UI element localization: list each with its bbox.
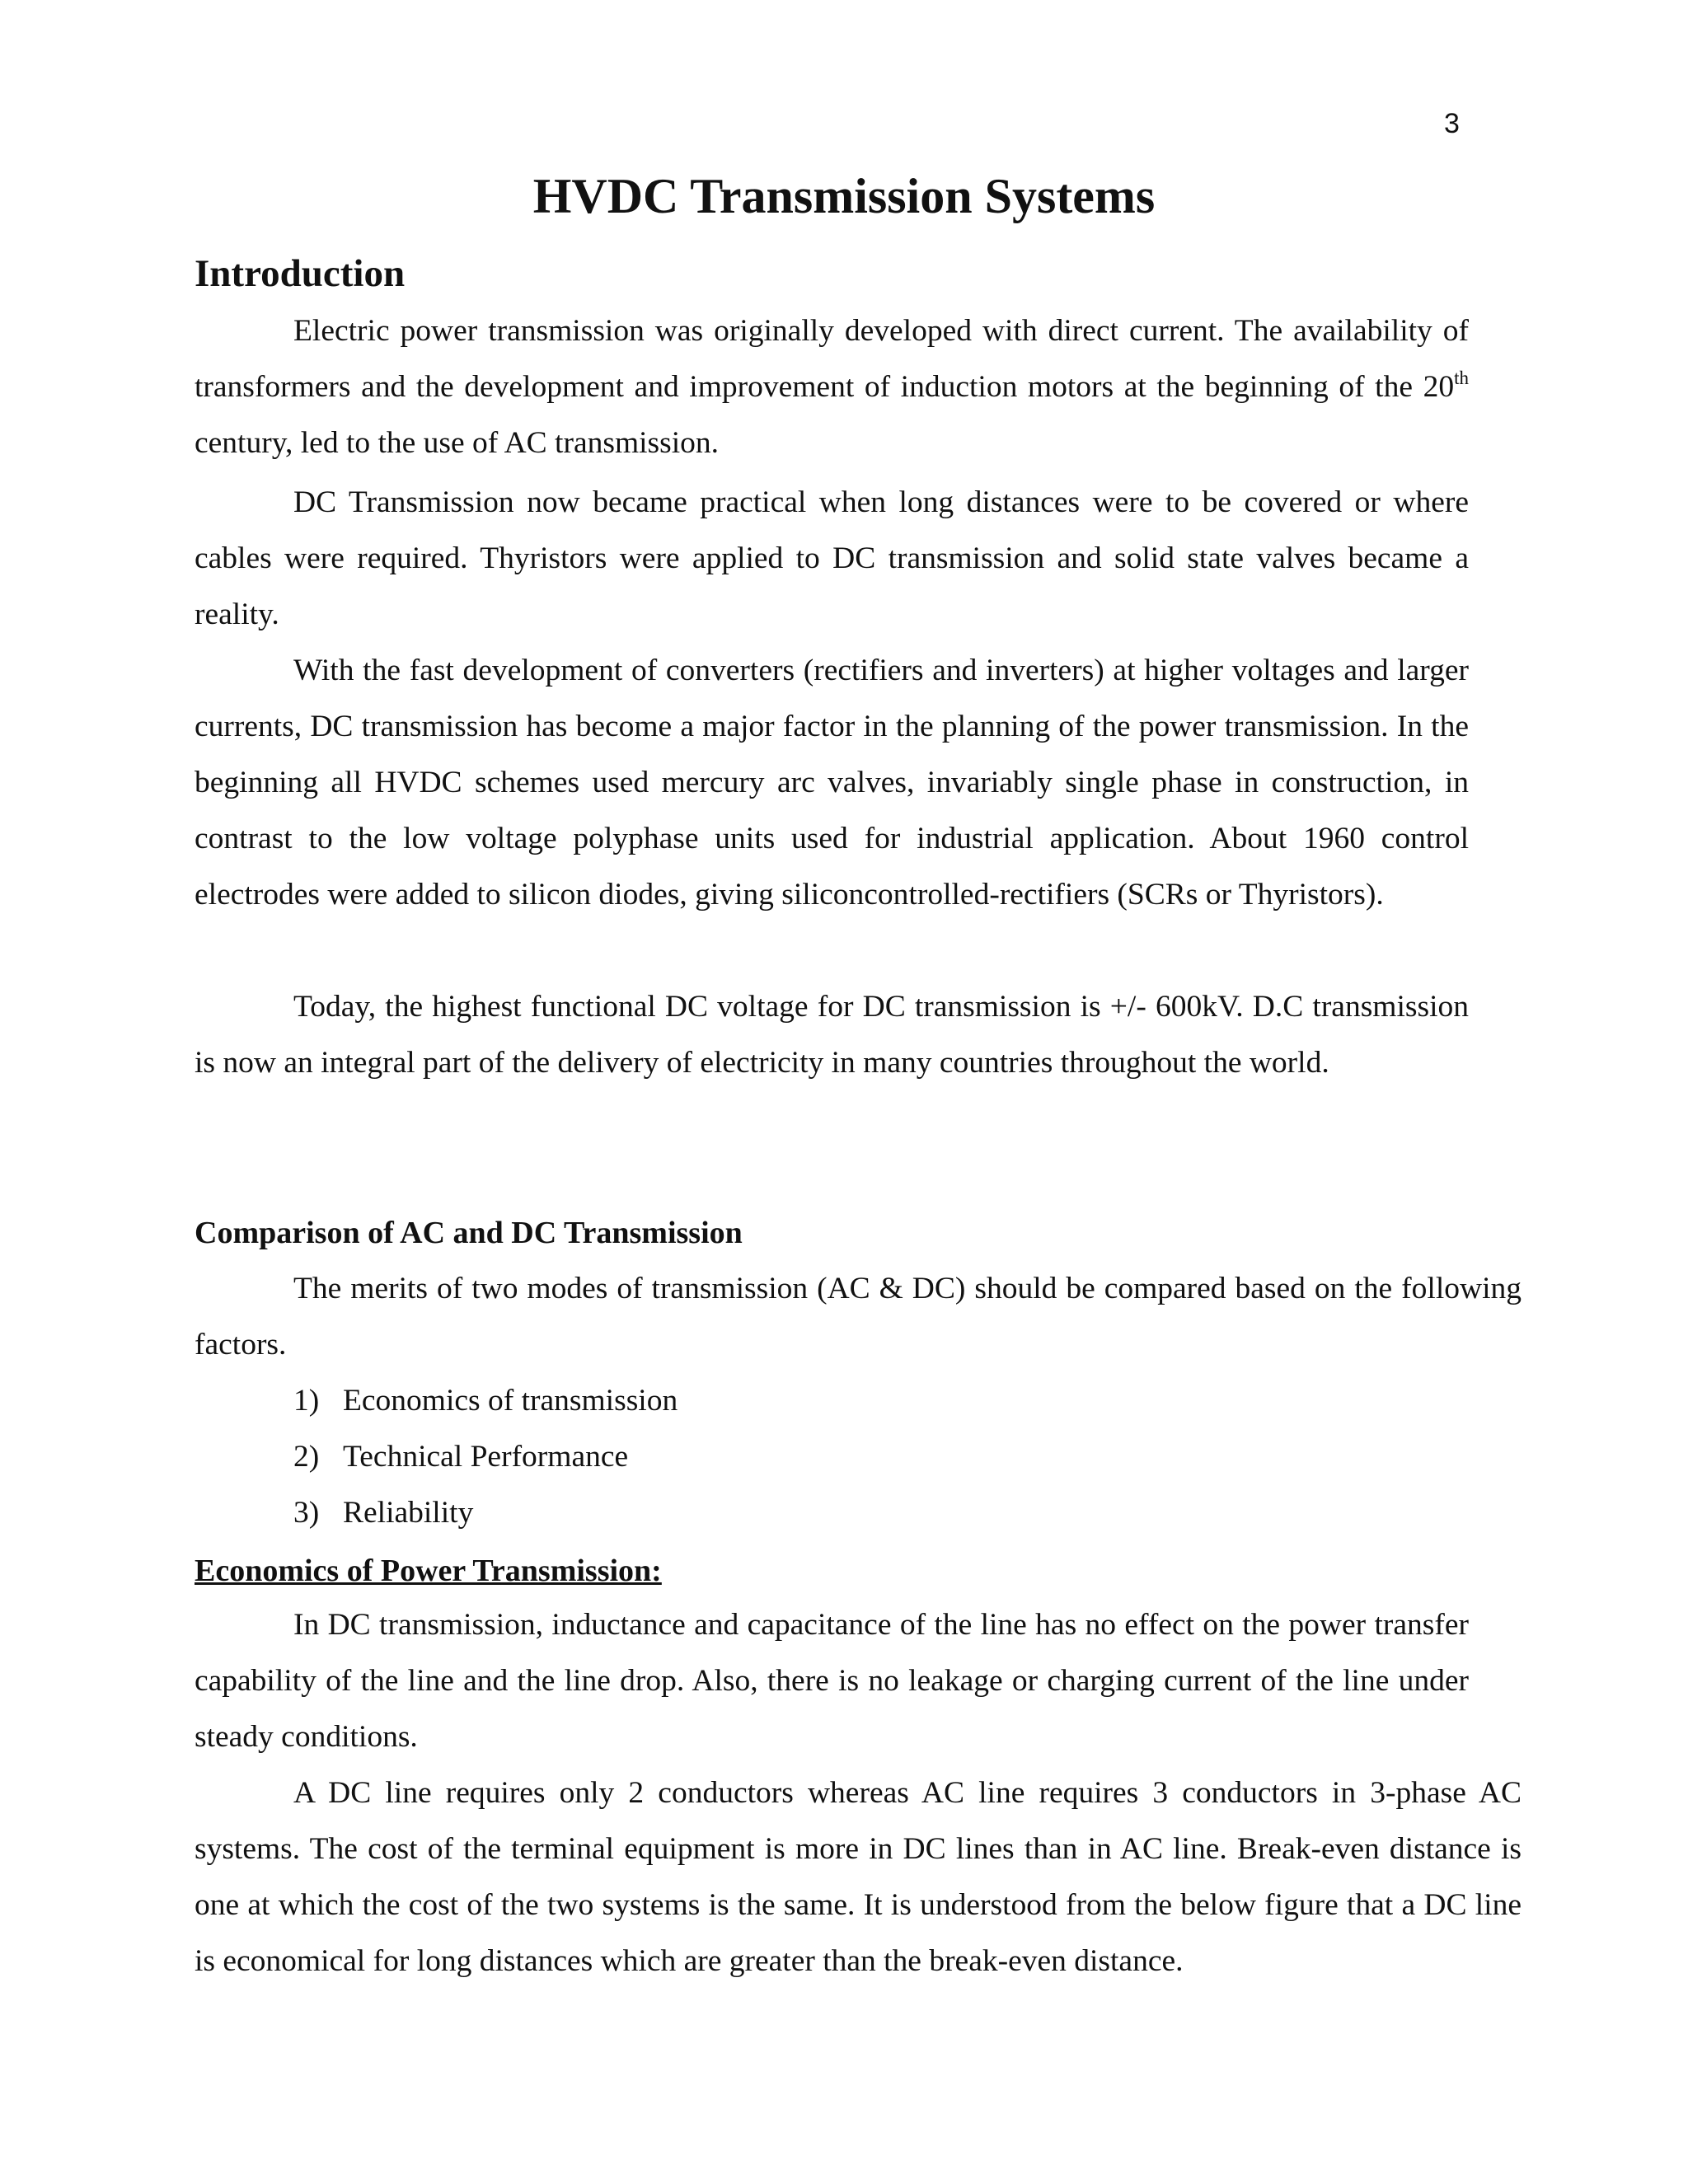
factors-list — [293, 1373, 678, 1541]
list-item-number: 1) — [293, 1384, 320, 1418]
paragraph-text: century, led to the use of AC transmission. — [195, 426, 720, 460]
ordinal-superscript: th — [1454, 368, 1469, 388]
list-item-number: 2) — [293, 1440, 320, 1474]
century-number: 20 — [1423, 370, 1455, 404]
page-number: 3 — [1444, 108, 1460, 139]
list-item — [293, 1429, 678, 1485]
comparison-heading: Comparison of AC and DC Transmission — [195, 1216, 743, 1250]
introduction-heading: Introduction — [195, 252, 406, 295]
list-item-label: Technical Performance — [343, 1440, 629, 1474]
document-title: HVDC Transmission Systems — [532, 169, 1156, 223]
list-item-label: Economics of transmission — [343, 1384, 678, 1418]
economics-heading: Economics of Power Transmission: — [195, 1554, 662, 1588]
introduction-paragraph-1 — [195, 303, 1469, 471]
comparison-intro-paragraph: The merits of two modes of transmission (AC & DC) should be compared based on the following factors. — [195, 1272, 1522, 1361]
economics-paragraph-2: A DC line requires only 2 conductors whereas AC line requires 3 conductors in 3-phase AC systems. The cost of the terminal equipment is more in DC lines than in AC line. Break-even distance is one at which the cost of the two systems is the same. It is understood from the below figure that a DC line is economical for long distances which are greater than the break-even distance. — [195, 1776, 1522, 1978]
list-item-number: 3) — [293, 1496, 320, 1530]
introduction-paragraph-3: With the fast development of converters (rectifiers and inverters) at higher voltages and larger currents, DC transmission has become a major factor in the planning of the power transmission. In the beginning all HVDC schemes used mercury arc valves, invariably single phase in construction, in contrast to the low voltage polyphase units used for industrial application. About 1960 control electrodes were added to silicon diodes, giving siliconcontrolled-rectifiers (SCRs or Thyristors). — [195, 654, 1469, 912]
list-item — [293, 1373, 678, 1429]
introduction-paragraph-4: Today, the highest functional DC voltage for DC transmission is +/- 600kV. D.C transmission is now an integral part of the delivery of electricity in many countries throughout the world. — [195, 990, 1469, 1080]
paragraph-text: Electric power transmission was originally developed with direct current. The availability of transformers and the development and improvement of induction motors at the beginning of the — [195, 314, 1469, 404]
list-item-label: Reliability — [343, 1496, 474, 1530]
economics-paragraph-1: In DC transmission, inductance and capacitance of the line has no effect on the power transfer capability of the line and the line drop. Also, there is no leakage or charging current of the line under steady conditions. — [195, 1608, 1469, 1754]
list-item — [293, 1485, 678, 1541]
introduction-paragraph-2: DC Transmission now became practical when long distances were to be covered or where cables were required. Thyristors were applied to DC transmission and solid state valves became a reality. — [195, 485, 1469, 631]
